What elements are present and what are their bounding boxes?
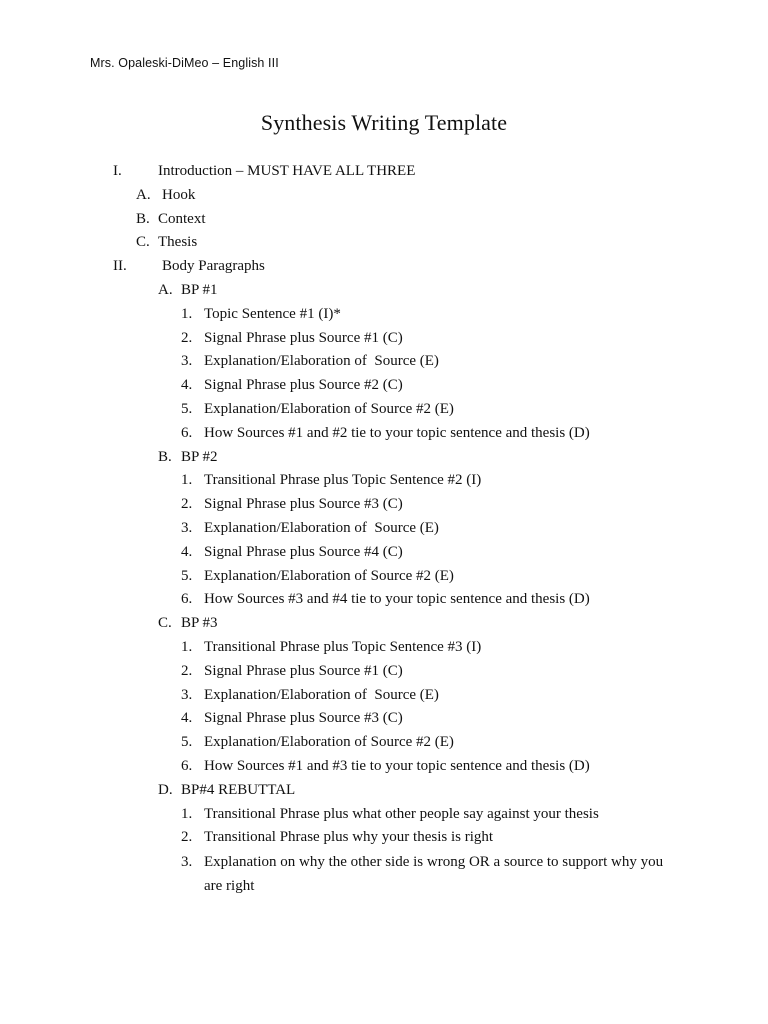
outline-label: Explanation/Elaboration of Source (E) — [204, 519, 439, 536]
outline-label: Signal Phrase plus Source #1 (C) — [204, 662, 403, 679]
outline-marker: B. — [136, 210, 150, 227]
outline-item-context — [0, 208, 768, 232]
page-title: Synthesis Writing Template — [260, 110, 508, 135]
list-item — [0, 636, 768, 660]
outline-label: BP #2 — [181, 448, 218, 465]
outline-marker: 2. — [181, 329, 193, 346]
outline-marker: 1. — [181, 638, 193, 655]
list-item — [0, 588, 768, 612]
list-item — [0, 422, 768, 446]
outline-label: Signal Phrase plus Source #1 (C) — [204, 329, 403, 346]
outline-marker: 4. — [181, 710, 193, 727]
list-item — [0, 850, 768, 898]
outline-marker: A. — [136, 186, 151, 203]
outline-marker: C. — [158, 615, 172, 632]
outline-marker: 5. — [181, 734, 193, 751]
outline-marker: D. — [158, 781, 173, 798]
outline-label: Transitional Phrase plus what other people say against your thesis — [204, 805, 599, 822]
outline-marker: 2. — [181, 662, 193, 679]
outline-marker: 4. — [181, 543, 193, 560]
outline-marker: 2. — [181, 829, 193, 846]
list-item — [0, 517, 768, 541]
outline-marker: II. — [113, 258, 127, 275]
outline-label: Transitional Phrase plus why your thesis is right — [204, 829, 494, 846]
list-item — [0, 327, 768, 351]
outline-marker: 6. — [181, 591, 193, 608]
list-item — [0, 541, 768, 565]
outline-marker: 6. — [181, 424, 193, 441]
outline-item-bp4-rebuttal — [0, 779, 768, 803]
teacher-header: Mrs. Opaleski-DiMeo – English III — [90, 56, 279, 70]
outline-label: Signal Phrase plus Source #3 (C) — [204, 710, 403, 727]
outline-marker: 5. — [181, 567, 193, 584]
outline-label: Hook — [162, 186, 196, 203]
outline-marker: 1. — [181, 472, 193, 489]
outline-label: Explanation/Elaboration of Source (E) — [204, 353, 439, 370]
outline-label: Transitional Phrase plus Topic Sentence #2 (I) — [204, 472, 482, 489]
outline-label: Topic Sentence #1 (I)* — [204, 305, 341, 322]
outline-item-thesis — [0, 231, 768, 255]
list-item — [0, 660, 768, 684]
outline-marker: 3. — [181, 854, 193, 871]
outline-marker: 5. — [181, 400, 193, 417]
outline-marker: 6. — [181, 757, 193, 774]
list-item — [0, 707, 768, 731]
list-item — [0, 684, 768, 708]
outline-label: Thesis — [158, 234, 198, 251]
outline-marker: 3. — [181, 353, 193, 370]
outline-label: BP #3 — [181, 615, 218, 632]
outline-marker: 4. — [181, 377, 193, 394]
outline-item-bp2 — [0, 446, 768, 470]
outline-marker: 1. — [181, 805, 193, 822]
outline-marker: B. — [158, 448, 172, 465]
outline-label: Signal Phrase plus Source #3 (C) — [204, 496, 403, 513]
outline-item-body-paragraphs — [0, 255, 768, 279]
list-item — [0, 493, 768, 517]
outline-label: How Sources #3 and #4 tie to your topic sentence and thesis (D) — [204, 591, 590, 608]
list-item — [0, 755, 768, 779]
outline-item-hook — [0, 184, 768, 208]
outline-label: Body Paragraphs — [162, 258, 265, 275]
outline-item-bp1 — [0, 279, 768, 303]
outline — [0, 160, 768, 898]
outline-marker: 3. — [181, 686, 193, 703]
outline-marker: I. — [113, 163, 122, 179]
outline-label: Explanation/Elaboration of Source #2 (E) — [204, 400, 454, 417]
list-item — [0, 826, 768, 850]
list-item — [0, 565, 768, 589]
outline-label: Transitional Phrase plus Topic Sentence #3 (I) — [204, 638, 482, 655]
outline-label: Signal Phrase plus Source #4 (C) — [204, 543, 403, 560]
outline-label: Explanation/Elaboration of Source #2 (E) — [204, 734, 454, 751]
list-item — [0, 803, 768, 827]
list-item — [0, 731, 768, 755]
outline-label: Explanation/Elaboration of Source (E) — [204, 686, 439, 703]
outline-label: Introduction – MUST HAVE ALL THREE — [158, 163, 416, 179]
list-item — [0, 469, 768, 493]
outline-label: BP #1 — [181, 281, 218, 298]
outline-marker: 3. — [181, 519, 193, 536]
outline-marker: 2. — [181, 496, 193, 513]
outline-label: Explanation on why the other side is wrong OR a source to support why you are right — [204, 854, 664, 895]
outline-label: Explanation/Elaboration of Source #2 (E) — [204, 567, 454, 584]
outline-item-introduction — [0, 160, 768, 184]
outline-marker: 1. — [181, 305, 193, 322]
outline-marker: A. — [158, 281, 173, 298]
outline-label: How Sources #1 and #2 tie to your topic sentence and thesis (D) — [204, 424, 590, 441]
outline-marker: C. — [136, 234, 150, 251]
outline-label: How Sources #1 and #3 tie to your topic sentence and thesis (D) — [204, 757, 590, 774]
list-item — [0, 303, 768, 327]
list-item — [0, 350, 768, 374]
list-item — [0, 398, 768, 422]
outline-label: BP#4 REBUTTAL — [181, 781, 296, 798]
outline-item-bp3 — [0, 612, 768, 636]
outline-label: Context — [158, 210, 206, 227]
outline-label: Signal Phrase plus Source #2 (C) — [204, 377, 403, 394]
list-item — [0, 374, 768, 398]
